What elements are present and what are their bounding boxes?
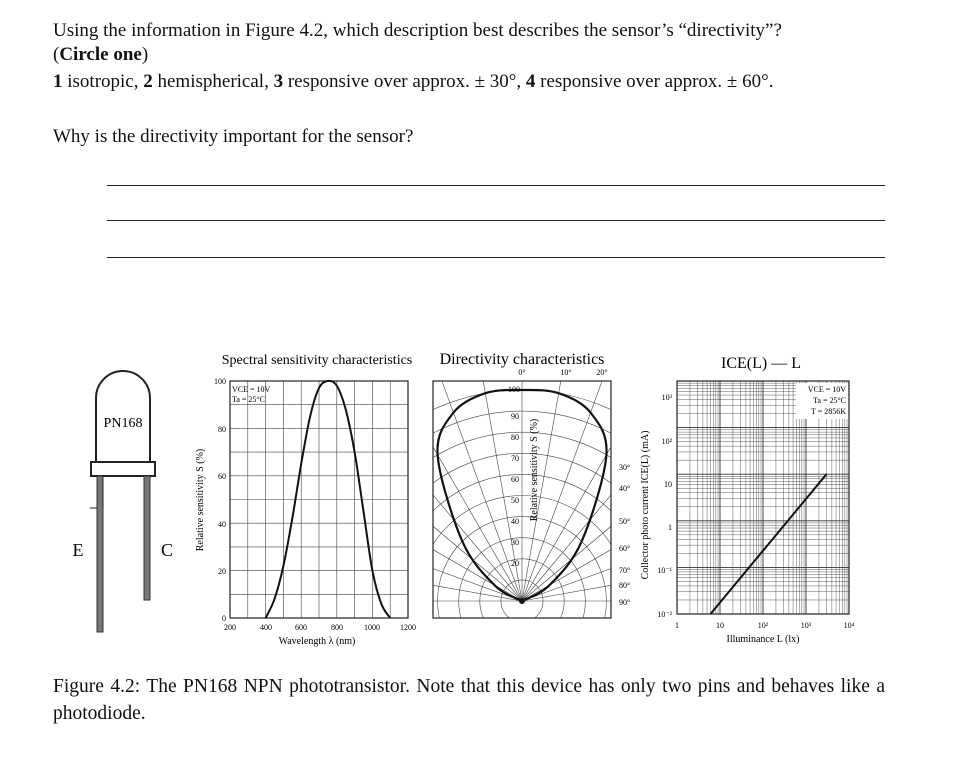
ice-condition-vce: VCE = 10V — [807, 385, 846, 394]
figure-4-2 — [0, 340, 956, 660]
question-prompt: Using the information in Figure 4.2, which description best describes the sensor’s “directivity”? — [53, 20, 782, 41]
ice-xtick: 10 — [716, 621, 724, 630]
directivity-ylabel: Relative sensitivity S (%) — [529, 418, 540, 522]
directivity-spoke — [329, 371, 522, 601]
ice-curve — [710, 474, 826, 614]
answer-line[interactable] — [107, 185, 885, 186]
spectral-xtick: 600 — [295, 623, 307, 632]
pin-e-label: E — [72, 540, 84, 560]
figure-caption: Figure 4.2: The PN168 NPN phototransistor. Note that this device has only two pins and behaves like a photodiode. — [53, 676, 885, 724]
spectral-ytick: 0 — [222, 614, 226, 623]
ice-ytick: 10⁻² — [657, 610, 672, 619]
directivity-radial-tick: 60 — [511, 475, 519, 484]
directivity-title: Directivity characteristics — [439, 351, 605, 368]
ice-xtick: 10² — [757, 621, 769, 630]
spectral-condition-ta: Ta = 25°C — [232, 395, 265, 404]
ice-ylabel: Collector photo current ICE(L) (mA) — [640, 430, 651, 580]
spectral-xtick: 1200 — [400, 623, 416, 632]
spectral-xtick: 800 — [331, 623, 343, 632]
directivity-spoke — [292, 408, 522, 601]
directivity-angle-label: 10° — [560, 368, 572, 377]
directivity-grid — [222, 340, 822, 660]
spectral-ytick: 60 — [218, 472, 226, 481]
ice-xtick: 1 — [675, 621, 679, 630]
spectral-condition-vce: VCE = 10V — [232, 385, 271, 394]
ice-xtick: 10³ — [800, 621, 812, 630]
directivity-radial-tick: 90 — [511, 412, 519, 421]
pin-c-label: C — [160, 540, 174, 560]
ice-ytick: 10 — [664, 480, 672, 489]
pn168-drawing — [90, 371, 155, 632]
directivity-radial-tick: 50 — [511, 496, 519, 505]
ice-xlabel: Illuminance L (lx) — [726, 634, 800, 645]
ice-ytick: 10⁻¹ — [657, 566, 672, 575]
answer-line[interactable] — [107, 257, 885, 258]
directivity-angle-label: 0° — [518, 368, 526, 377]
spectral-xtick: 1000 — [364, 623, 380, 632]
ice-ytick: 10³ — [661, 393, 672, 402]
directivity-spoke — [522, 498, 804, 601]
directivity-angle-label: 60° — [619, 544, 631, 553]
directivity-radial-tick: 40 — [511, 517, 519, 526]
directivity-angle-label: 50° — [619, 517, 631, 526]
spectral-grid — [230, 381, 408, 618]
directivity-angle-label: 90° — [619, 598, 631, 607]
directivity-angle-label: 70° — [619, 566, 631, 575]
directivity-radial-tick: 70 — [511, 454, 519, 463]
ice-condition-t: T = 2856K — [810, 407, 846, 416]
spectral-ytick: 100 — [214, 377, 226, 386]
spectral-ytick: 40 — [218, 520, 226, 529]
directivity-angle-label: 20° — [596, 368, 608, 377]
directivity-radial-tick: 20 — [511, 559, 519, 568]
spectral-title: Spectral sensitivity characteristics — [221, 353, 413, 368]
directivity-angle-label: 80° — [619, 581, 631, 590]
ice-ytick: 10² — [661, 437, 672, 446]
ice-xtick: 10⁴ — [843, 621, 855, 630]
ice-condition-ta: Ta = 25°C — [813, 396, 846, 405]
component-label: PN168 — [103, 416, 143, 431]
spectral-ytick: 20 — [218, 567, 226, 576]
spectral-ylabel: Relative sensitivity S (%) — [195, 448, 206, 552]
answer-line[interactable] — [107, 220, 885, 221]
directivity-radial-tick: 80 — [511, 433, 519, 442]
directivity-radial-tick: 30 — [511, 538, 519, 547]
directivity-angle-label: 30° — [619, 463, 631, 472]
why-question: Why is the directivity important for the sensor? — [53, 126, 414, 147]
directivity-radial-tick: 100 — [508, 385, 520, 394]
directivity-origin — [519, 598, 525, 604]
circle-one-instruction: (Circle one) — [53, 44, 149, 65]
ice-title: ICE(L) — L — [721, 355, 801, 372]
directivity-spoke — [240, 498, 522, 601]
spectral-xtick: 400 — [260, 623, 272, 632]
spectral-xtick: 200 — [224, 623, 236, 632]
directivity-angle-label: 40° — [619, 484, 631, 493]
ice-ytick: 1 — [668, 523, 672, 532]
answer-options: 1 isotropic, 2 hemispherical, 3 responsive over approx. ± 30°, 4 responsive over approx. ± 60°. — [53, 71, 774, 92]
spectral-xlabel: Wavelength λ (nm) — [278, 636, 356, 647]
spectral-ytick: 80 — [218, 425, 226, 434]
